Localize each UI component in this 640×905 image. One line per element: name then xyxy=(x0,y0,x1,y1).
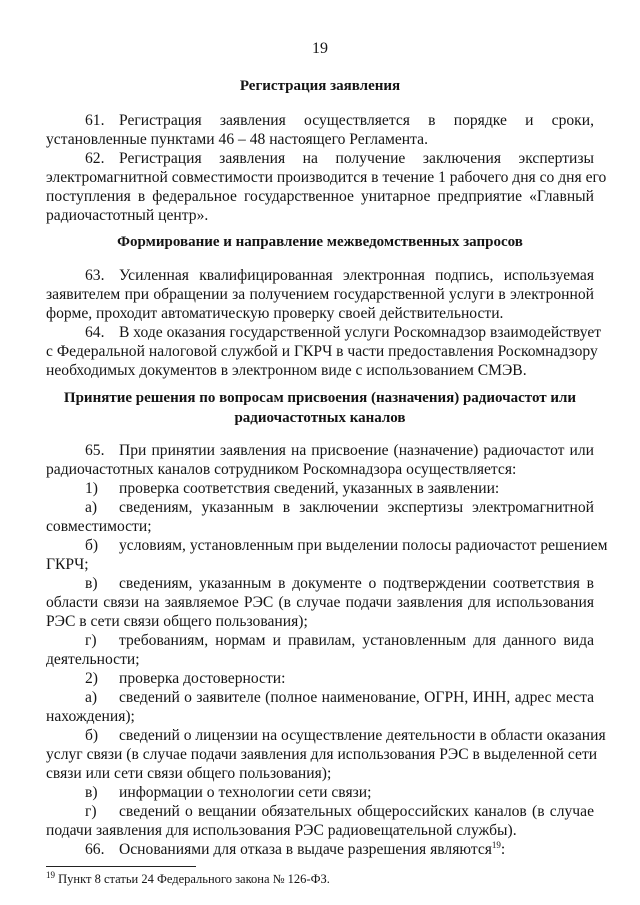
paragraph-63-line-2: заявителем при обращении за получением государственной услуги в электронной xyxy=(46,286,594,303)
paragraph-62-line-1: 62. Регистрация заявления на получение заключения экспертизы xyxy=(85,150,594,167)
paragraph-63-line-3: форме, проходит автоматическую проверку своей действительности. xyxy=(46,305,504,322)
list-item-2: 2) проверка достоверности: xyxy=(85,670,286,687)
paragraph-65-line-2: радиочастотных каналов сотрудником Роскомнадзора осуществляется: xyxy=(46,461,517,478)
list-item-2b-line-2: услуг связи (в случае подачи заявления для использования РЭС в выделенной сети xyxy=(46,746,598,763)
paragraph-61-line-1: 61. Регистрация заявления осуществляется в порядке и сроки, xyxy=(85,112,594,129)
paragraph-64-line-1: 64. В ходе оказания государственной услуги Роскомнадзор взаимодействует xyxy=(85,324,602,341)
list-item-2g-line-1: г) сведений о вещании обязательных общероссийских каналов (в случае xyxy=(85,803,594,820)
paragraph-number: 66. xyxy=(85,841,105,858)
paragraph-number: 64. xyxy=(85,324,105,341)
paragraph-number: 65. xyxy=(85,442,105,459)
paragraph-62-line-2: электромагнитной совместимости производится в течение 1 рабочего дня со дня его xyxy=(46,169,607,186)
paragraph-number: 61. xyxy=(85,112,105,129)
section-heading-decision-line-2: радиочастотных каналов xyxy=(234,410,406,426)
list-marker: в) xyxy=(85,784,98,801)
list-item-1a-line-1: а) сведениям, указанным в заключении экспертизы электромагнитной xyxy=(85,499,594,516)
list-item-2a-line-1: а) сведений о заявителе (полное наименование, ОГРН, ИНН, адрес места xyxy=(85,689,594,706)
list-item-2g-line-2: подачи заявления для использования РЭС радиовещательной службы). xyxy=(46,822,517,839)
list-item-1v-line-1: в) сведениям, указанным в документе о подтверждении соответствия в xyxy=(85,575,594,592)
footnote-reference[interactable]: 19 xyxy=(491,839,501,850)
section-heading-interagency-requests: Формирование и направление межведомственных запросов xyxy=(117,234,523,250)
list-item-1v-line-3: РЭС в сети связи общего пользования); xyxy=(46,613,308,630)
paragraph-61-line-2: установленные пунктами 46 – 48 настоящего Регламента. xyxy=(46,131,428,148)
footnote-text: Пункт 8 статьи 24 Федерального закона № 126-ФЗ. xyxy=(58,872,330,886)
paragraph-number: 62. xyxy=(85,150,105,167)
list-item-1v-line-2: области связи на заявляемое РЭС (в случае подачи заявления для использования xyxy=(46,594,594,611)
list-marker: а) xyxy=(85,689,98,706)
list-marker: б) xyxy=(85,537,99,554)
list-item-2b-line-3: связи или сети связи общего пользования); xyxy=(46,765,332,782)
list-marker: в) xyxy=(85,575,98,592)
paragraph-63-line-1: 63. Усиленная квалифицированная электронная подпись, используемая xyxy=(85,267,594,284)
list-item-1g-line-2: деятельности; xyxy=(46,651,140,668)
list-item-2v: в) информации о технологии сети связи; xyxy=(85,784,372,801)
section-heading-decision-line-1: Принятие решения по вопросам присвоения (назначения) радиочастот или xyxy=(63,390,577,406)
paragraph-64-line-3: необходимых документов в электронном виде с использованием СМЭВ. xyxy=(46,362,527,379)
paragraph-64-line-2: с Федеральной налоговой службой и ГКРЧ в части предоставления Роскомнадзору xyxy=(46,343,598,360)
footnote-divider xyxy=(46,866,196,867)
list-item-1: 1) проверка соответствия сведений, указанных в заявлении: xyxy=(85,480,500,497)
list-item-1b-line-1: б) условиям, установленным при выделении полосы радиочастот решением xyxy=(85,537,608,554)
list-item-1g-line-1: г) требованиям, нормам и правилам, установленным для данного вида xyxy=(85,632,594,649)
list-marker: г) xyxy=(85,803,97,820)
list-marker: а) xyxy=(85,499,98,516)
list-marker: б) xyxy=(85,727,99,744)
list-marker: г) xyxy=(85,632,97,649)
paragraph-62-line-4: радиочастотный центр». xyxy=(46,207,209,224)
list-marker: 2) xyxy=(85,670,98,687)
paragraph-66: 66. Основаниями для отказа в выдаче разрешения являются$^{19}$: xyxy=(85,839,506,858)
paragraph-number: 63. xyxy=(85,267,105,284)
footnote xyxy=(46,869,330,887)
list-item-2a-line-2: нахождения); xyxy=(46,708,135,725)
paragraph-62-line-3: поступления в федеральное государственное унитарное предприятие «Главный xyxy=(46,188,594,205)
list-item-1a-line-2: совместимости; xyxy=(46,518,152,535)
list-marker: 1) xyxy=(85,480,98,497)
page-number: 19 xyxy=(312,40,328,57)
list-item-2b-line-1: б) сведений о лицензии на осуществление деятельности в области оказания xyxy=(85,727,606,744)
list-item-1b-line-2: ГКРЧ; xyxy=(46,556,89,573)
section-heading-registration: Регистрация заявления xyxy=(239,78,401,94)
footnote-mark: 19 xyxy=(46,869,55,880)
paragraph-65-line-1: 65. При принятии заявления на присвоение (назначение) радиочастот или xyxy=(85,442,594,459)
